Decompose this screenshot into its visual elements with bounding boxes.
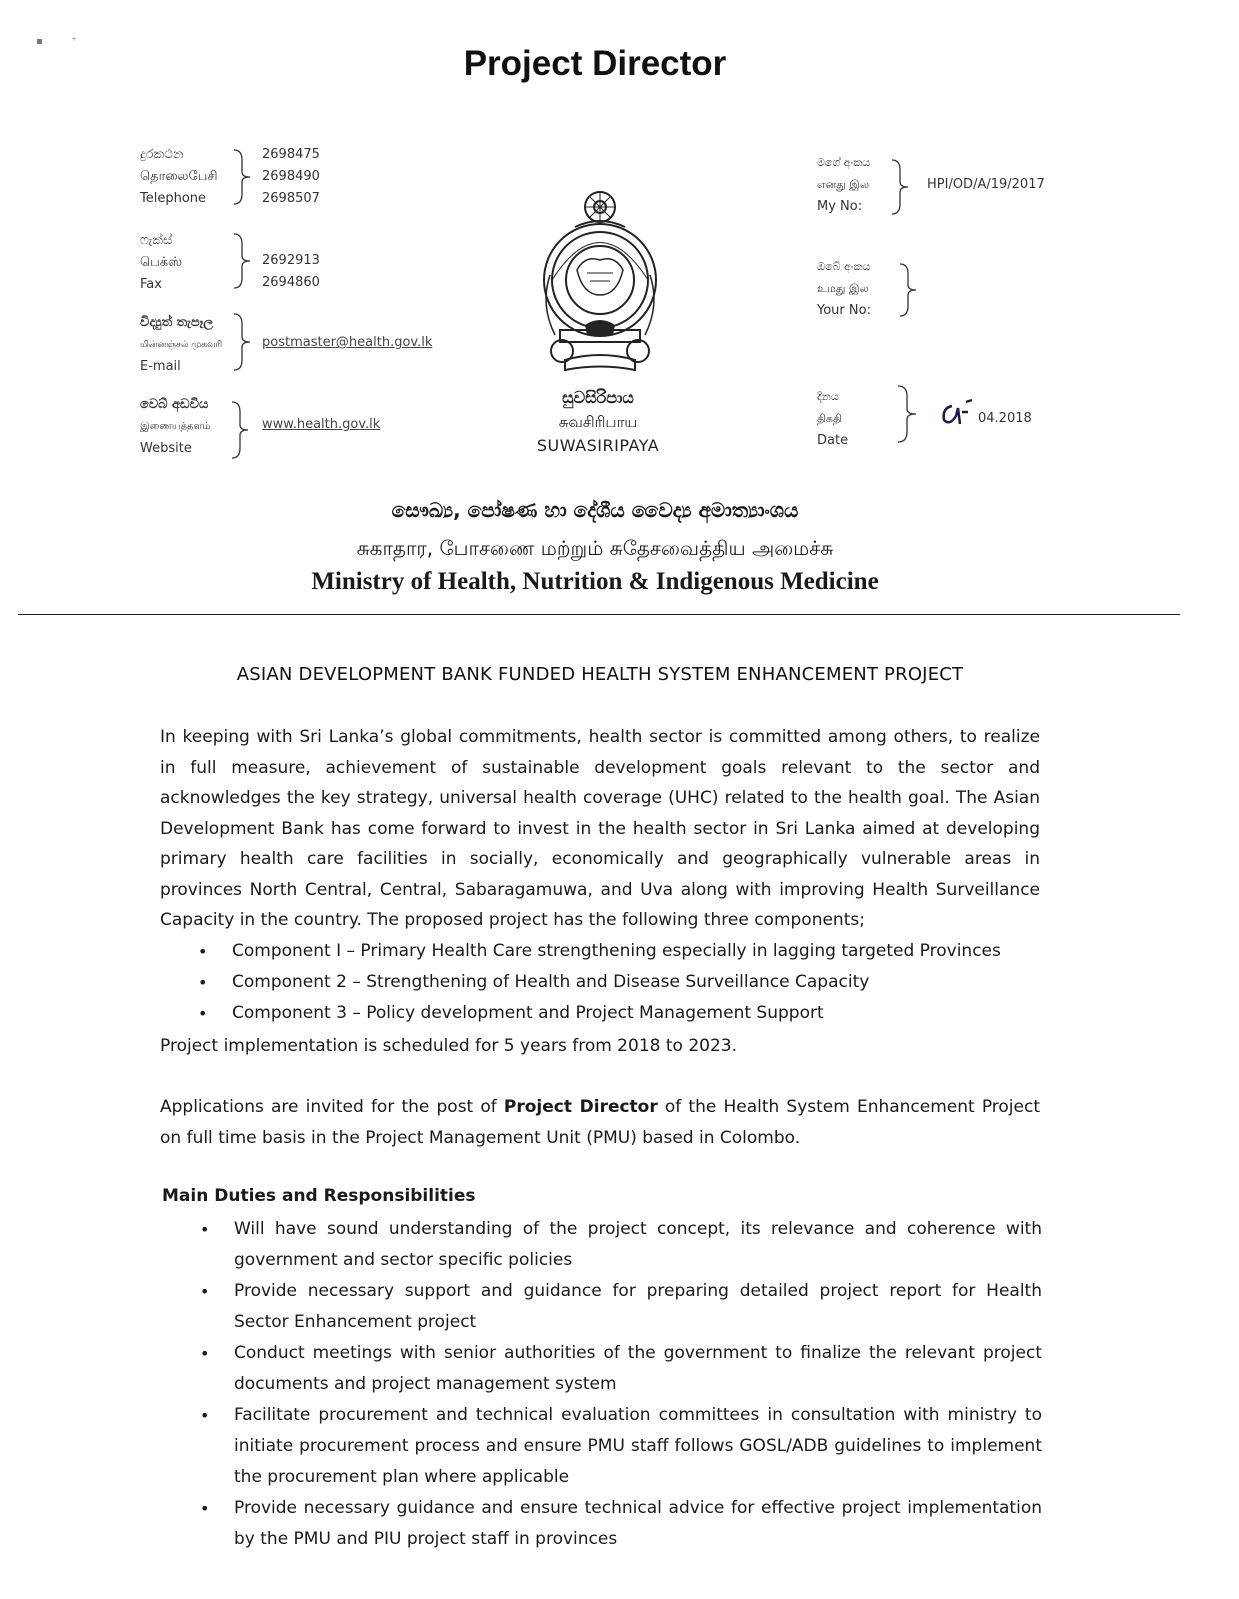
applications-text-end: of the Health System Enhancement Project on full time basis in the Project Management Unit (PMU) based in Colombo. bbox=[160, 1097, 1040, 1148]
list-item: • Component I – Primary Health Care strengthening especially in lagging targeted Provinces bbox=[160, 936, 1060, 967]
telephone-values bbox=[262, 144, 320, 210]
fax-1: 2692913 bbox=[262, 253, 320, 268]
handwritten-day-mark bbox=[938, 398, 974, 430]
telephone-3: 2698507 bbox=[262, 191, 320, 206]
telephone-label-en: Telephone bbox=[140, 191, 207, 206]
applications-text-start: Applications are invited for the post of bbox=[160, 1097, 504, 1117]
applications-post-name: Project Director bbox=[503, 1097, 658, 1117]
my-no-block bbox=[817, 152, 870, 218]
email-label-en: E-mail bbox=[140, 359, 181, 374]
scan-specks: ▪ ⁺ bbox=[36, 36, 77, 47]
website-label-ta: இணையத்தளம் bbox=[140, 421, 211, 432]
implementation-text: Project implementation is scheduled for 5 years from 2018 to 2023. bbox=[160, 1036, 737, 1056]
email-label-ta: மின்னஞ்சல் முகவரி bbox=[140, 340, 223, 350]
email-label-si: විද්‍යුත් තැපෑල bbox=[140, 315, 214, 330]
date-brace bbox=[896, 384, 920, 444]
page-title: Project Director bbox=[463, 44, 727, 83]
email-block bbox=[140, 312, 222, 378]
telephone-label-si: දුරකථන bbox=[140, 147, 184, 162]
telephone-brace bbox=[232, 148, 254, 206]
website-label-en: Website bbox=[140, 441, 192, 456]
your-no-block bbox=[817, 256, 871, 322]
telephone-label-ta: தொலைபேசி bbox=[140, 169, 218, 184]
applications-paragraph bbox=[160, 1092, 1040, 1153]
fax-label-en: Fax bbox=[140, 277, 162, 292]
date-label-ta: திகதி bbox=[817, 412, 843, 425]
my-no-label-en: My No: bbox=[817, 199, 863, 214]
duties-heading: Main Duties and Responsibilities bbox=[162, 1186, 476, 1206]
website-link[interactable]: www.health.gov.lk bbox=[262, 417, 381, 432]
ministry-name-english: Ministry of Health, Nutrition & Indigenous Medicine bbox=[311, 568, 879, 595]
my-no-label-si: මගේ අංකය bbox=[817, 156, 871, 169]
my-no-label-ta: எனது இல bbox=[817, 178, 870, 191]
website-label-si: වෙබ් අඩවිය bbox=[140, 397, 209, 412]
your-no-label-en: Your No: bbox=[817, 303, 871, 318]
fax-brace bbox=[232, 232, 254, 290]
your-no-label-ta: உமது இல bbox=[817, 282, 869, 295]
list-item: • Component 3 – Policy development and Project Management Support bbox=[160, 998, 1060, 1029]
date-label-si: දිනය bbox=[817, 390, 839, 403]
fax-values bbox=[262, 250, 320, 294]
telephone-block bbox=[140, 144, 218, 210]
crest-caption bbox=[498, 386, 698, 458]
crest-label-si: සුවසිරිපාය bbox=[562, 388, 634, 407]
list-item: • Component 2 – Strengthening of Health and Disease Surveillance Capacity bbox=[160, 967, 1060, 998]
duties-list bbox=[162, 1214, 1042, 1555]
my-no-brace bbox=[890, 158, 912, 216]
list-item: • Provide necessary support and guidance for preparing detailed project report for Health Sector Enhancement project bbox=[162, 1276, 1042, 1338]
ministry-name-tamil: சுகாதார, போசணை மற்றும் சுதேசவைத்திய அமைச்சு bbox=[356, 536, 834, 560]
ministry-name-sinhala: සෞඛ්‍ය, පෝෂණ හා දේශීය වෛද්‍ය අමාත්‍යාංශය bbox=[391, 498, 799, 522]
email-link[interactable]: postmaster@health.gov.lk bbox=[262, 335, 433, 350]
list-item: • Facilitate procurement and technical evaluation committees in consultation with ministry to initiate procurement process and ensure PMU staff follows GOSL/ADB guidelines to implement the procurement plan where applicable bbox=[162, 1400, 1042, 1493]
crest-label-ta: சுவசிரிபாய bbox=[558, 413, 638, 431]
telephone-2: 2698490 bbox=[262, 169, 320, 184]
fax-2: 2694860 bbox=[262, 275, 320, 290]
national-emblem bbox=[535, 185, 665, 381]
section-heading: ASIAN DEVELOPMENT BANK FUNDED HEALTH SYSTEM ENHANCEMENT PROJECT bbox=[236, 664, 964, 685]
list-item: • Provide necessary guidance and ensure technical advice for effective project implementation by the PMU and PIU project staff in provinces bbox=[162, 1493, 1042, 1555]
list-item: • Will have sound understanding of the project concept, its relevance and coherence with government and sector specific policies bbox=[162, 1214, 1042, 1276]
website-block bbox=[140, 394, 211, 460]
crest-label-en: SUWASIRIPAYA bbox=[536, 436, 660, 455]
components-list bbox=[160, 936, 1060, 1029]
your-no-brace bbox=[898, 262, 920, 318]
your-no-label-si: ඔබේ අංකය bbox=[817, 260, 871, 273]
intro-paragraph: In keeping with Sri Lanka’s global commitments, health sector is committed among others, to realize in full measure, achievement of sustainable development goals relevant to the sector and acknowledges the key strategy, universal health coverage (UHC) related to the health goal. The Asian Development Bank has come forward to invest in the health sector in Sri Lanka aimed at developing primary health care facilities in socially, economically and geographically vulnerable areas in provinces North Central, Central, Sabaragamuwa, and Uva along with improving Health Surveillance Capacity in the country. The proposed project has the following three components; bbox=[160, 727, 1040, 930]
fax-block bbox=[140, 230, 182, 296]
fax-label-si: ෆැක්ස් bbox=[140, 233, 173, 248]
date-label-en: Date bbox=[817, 433, 849, 448]
list-item: • Conduct meetings with senior authorities of the government to finalize the relevant project documents and project management system bbox=[162, 1338, 1042, 1400]
date-value: 04.2018 bbox=[978, 411, 1032, 426]
date-block bbox=[817, 386, 848, 452]
header-divider bbox=[18, 614, 1180, 615]
website-brace bbox=[230, 400, 252, 460]
my-no-value: HPI/OD/A/19/2017 bbox=[927, 177, 1045, 192]
email-brace bbox=[232, 312, 254, 372]
fax-label-ta: பெக்ஸ் bbox=[140, 255, 183, 270]
telephone-1: 2698475 bbox=[262, 147, 320, 162]
